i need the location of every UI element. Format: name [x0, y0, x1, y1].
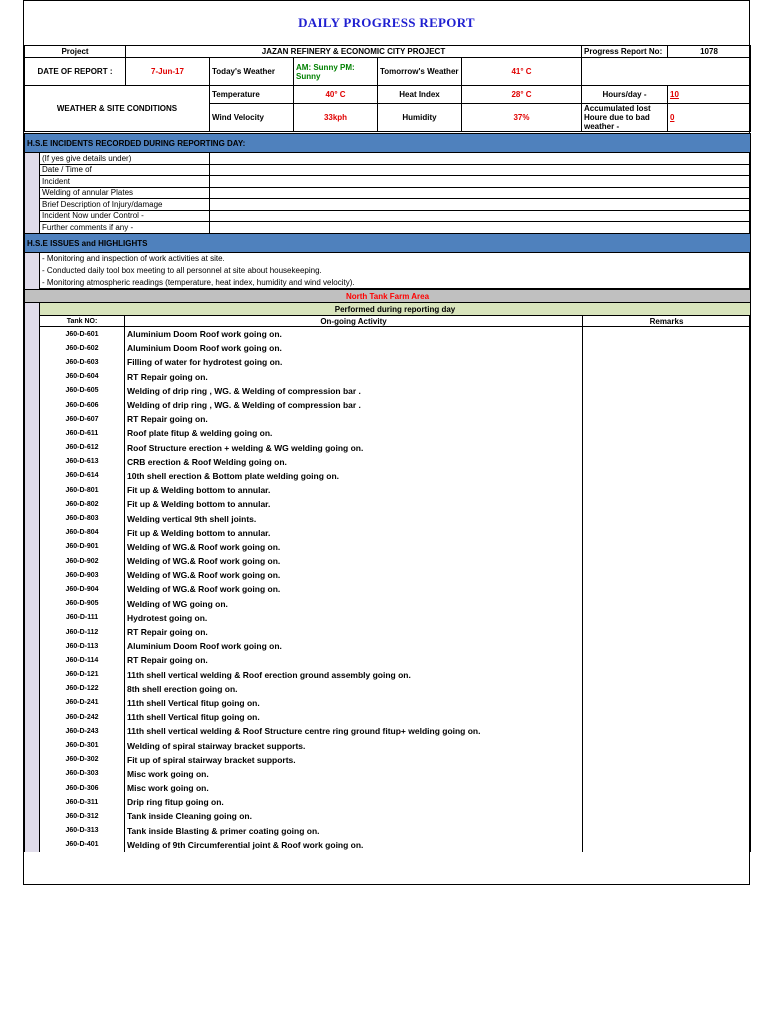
- tank-number: J60-D-607: [40, 412, 125, 426]
- activity-text: Fit up & Welding bottom to annular.: [125, 497, 583, 511]
- remarks-cell: [583, 710, 751, 724]
- activity-row: [25, 384, 751, 398]
- activity-row: [25, 526, 751, 540]
- humidity-label: Humidity: [378, 104, 462, 132]
- tank-number: J60-D-113: [40, 639, 125, 653]
- tank-number: J60-D-122: [40, 682, 125, 696]
- remarks-cell: [583, 469, 751, 483]
- todays-weather-label: Today's Weather: [210, 58, 294, 86]
- activity-row: [25, 625, 751, 639]
- remarks-cell: [583, 412, 751, 426]
- activity-row: [25, 497, 751, 511]
- activity-row: [25, 795, 751, 809]
- tank-number: J60-D-905: [40, 597, 125, 611]
- activity-row: [25, 341, 751, 355]
- project-label: Project: [25, 46, 126, 58]
- report-sheet: [23, 0, 750, 885]
- activity-text: Aluminium Doom Roof work going on.: [125, 341, 583, 355]
- remarks-cell: [583, 327, 751, 342]
- activity-text: Welding of drip ring , WG. & Welding of compression bar .: [125, 398, 583, 412]
- tank-number: J60-D-313: [40, 824, 125, 838]
- performed-label: Performed during reporting day: [40, 303, 751, 316]
- temperature: 40° C: [294, 86, 378, 104]
- left-gutter: [25, 384, 40, 398]
- left-gutter: [25, 753, 40, 767]
- hse-issue-line: - Monitoring atmospheric readings (temperature, heat index, humidity and wind velocity).: [40, 277, 751, 289]
- area-name: North Tank Farm Area: [25, 290, 751, 303]
- left-gutter: [25, 153, 40, 234]
- hse-issues-table: [24, 233, 751, 289]
- left-gutter: [25, 795, 40, 809]
- activity-text: Welding of WG.& Roof work going on.: [125, 568, 583, 582]
- left-gutter: [25, 469, 40, 483]
- left-gutter: [25, 341, 40, 355]
- activity-row: [25, 781, 751, 795]
- hse-incident-value: [210, 153, 751, 165]
- left-gutter: [25, 568, 40, 582]
- remarks-cell: [583, 511, 751, 525]
- remarks-cell: [583, 384, 751, 398]
- tank-number: J60-D-804: [40, 526, 125, 540]
- activity-row: [25, 455, 751, 469]
- hse-issue-line: - Conducted daily tool box meeting to all personnel at site about housekeeping.: [40, 265, 751, 277]
- activity-row: [25, 441, 751, 455]
- left-gutter: [25, 767, 40, 781]
- date-label: DATE OF REPORT :: [25, 58, 126, 86]
- activity-row: [25, 611, 751, 625]
- hse-incident-value: [210, 199, 751, 211]
- heat-index: 28° C: [462, 86, 582, 104]
- activity-row: [25, 653, 751, 667]
- tank-number: J60-D-301: [40, 738, 125, 752]
- remarks-cell: [583, 682, 751, 696]
- tank-number: J60-D-603: [40, 355, 125, 369]
- remarks-cell: [583, 426, 751, 440]
- activity-text: Welding of WG.& Roof work going on.: [125, 540, 583, 554]
- left-gutter: [25, 710, 40, 724]
- remarks-cell: [583, 398, 751, 412]
- left-gutter: [25, 398, 40, 412]
- remarks-cell: [583, 341, 751, 355]
- report-date: 7-Jun-17: [126, 58, 210, 86]
- remarks-cell: [583, 625, 751, 639]
- remarks-cell: [583, 441, 751, 455]
- left-gutter: [25, 611, 40, 625]
- activity-row: [25, 582, 751, 596]
- tomorrow-weather-label: Tomorrow's Weather: [378, 58, 462, 86]
- tank-number: J60-D-604: [40, 370, 125, 384]
- left-gutter: [25, 455, 40, 469]
- activity-row: [25, 398, 751, 412]
- tank-number: J60-D-243: [40, 724, 125, 738]
- hse-incident-row: Brief Description of Injury/damage: [40, 199, 210, 211]
- activity-row: [25, 809, 751, 823]
- activity-text: Tank inside Blasting & primer coating going on.: [125, 824, 583, 838]
- activity-row: [25, 568, 751, 582]
- activity-row: [25, 370, 751, 384]
- activity-text: Aluminium Doom Roof work going on.: [125, 639, 583, 653]
- left-gutter: [25, 653, 40, 667]
- activity-text: Welding of WG.& Roof work going on.: [125, 582, 583, 596]
- left-gutter: [25, 781, 40, 795]
- tank-number: J60-D-602: [40, 341, 125, 355]
- tank-number: J60-D-121: [40, 668, 125, 682]
- hours-label: Hours/day -: [582, 86, 668, 104]
- hse-incident-row: Further comments if any -: [40, 222, 210, 234]
- remarks-cell: [583, 455, 751, 469]
- activity-row: [25, 597, 751, 611]
- activity-text: Misc work going on.: [125, 767, 583, 781]
- left-gutter: [25, 625, 40, 639]
- left-gutter: [25, 253, 40, 289]
- activity-row: [25, 554, 751, 568]
- activity-text: RT Repair going on.: [125, 412, 583, 426]
- tank-number: J60-D-242: [40, 710, 125, 724]
- left-gutter: [25, 597, 40, 611]
- col-tank-header: Tank NO:: [40, 316, 125, 327]
- activity-text: Filling of water for hydrotest going on.: [125, 355, 583, 369]
- hse-incident-row: Date / Time of: [40, 164, 210, 176]
- activity-text: RT Repair going on.: [125, 653, 583, 667]
- activity-body: [25, 327, 751, 852]
- left-gutter: [25, 582, 40, 596]
- activity-row: [25, 412, 751, 426]
- activity-row: [25, 682, 751, 696]
- activity-text: 11th shell Vertical fitup going on.: [125, 710, 583, 724]
- left-gutter: [25, 738, 40, 752]
- tank-number: J60-D-611: [40, 426, 125, 440]
- activity-text: Fit up of spiral stairway bracket supports.: [125, 753, 583, 767]
- hse-incident-value: [210, 164, 751, 176]
- hse-incidents-header: H.S.E INCIDENTS RECORDED DURING REPORTING DAY:: [25, 134, 751, 153]
- remarks-cell: [583, 838, 751, 852]
- remarks-cell: [583, 597, 751, 611]
- activity-row: [25, 767, 751, 781]
- remarks-cell: [583, 724, 751, 738]
- tomorrow-weather: 41° C: [462, 58, 582, 86]
- report-no-label: Progress Report No:: [582, 46, 668, 58]
- left-gutter: [25, 355, 40, 369]
- tank-number: J60-D-605: [40, 384, 125, 398]
- left-gutter: [25, 554, 40, 568]
- hse-incident-row: Incident: [40, 176, 210, 188]
- remarks-cell: [583, 668, 751, 682]
- hse-issue-line: - Monitoring and inspection of work activities at site.: [40, 253, 751, 265]
- left-gutter: [25, 327, 40, 342]
- hse-incident-value: [210, 187, 751, 199]
- activity-row: [25, 724, 751, 738]
- left-gutter: [25, 639, 40, 653]
- tank-number: J60-D-606: [40, 398, 125, 412]
- remarks-cell: [583, 497, 751, 511]
- tank-number: J60-D-801: [40, 483, 125, 497]
- activity-text: Misc work going on.: [125, 781, 583, 795]
- activity-row: [25, 824, 751, 838]
- activity-row: [25, 327, 751, 342]
- activity-text: Welding of 9th Circumferential joint & Roof work going on.: [125, 838, 583, 852]
- tank-number: J60-D-614: [40, 469, 125, 483]
- report-title: DAILY PROGRESS REPORT: [24, 0, 749, 45]
- hse-issues-header: H.S.E ISSUES and HIGHLIGHTS: [25, 234, 751, 253]
- tank-number: J60-D-401: [40, 838, 125, 852]
- activity-row: [25, 469, 751, 483]
- activity-text: Aluminium Doom Roof work going on.: [125, 327, 583, 342]
- activity-row: [25, 483, 751, 497]
- tank-number: J60-D-612: [40, 441, 125, 455]
- project-name: JAZAN REFINERY & ECONOMIC CITY PROJECT: [126, 46, 582, 58]
- tank-number: J60-D-601: [40, 327, 125, 342]
- activity-text: Welding of WG going on.: [125, 597, 583, 611]
- tank-number: J60-D-613: [40, 455, 125, 469]
- tank-number: J60-D-114: [40, 653, 125, 667]
- tank-number: J60-D-903: [40, 568, 125, 582]
- left-gutter: [25, 412, 40, 426]
- wind-value: 33kph: [294, 104, 378, 132]
- hse-incident-value: [210, 210, 751, 222]
- left-gutter: [25, 441, 40, 455]
- left-gutter: [25, 696, 40, 710]
- activity-row: [25, 426, 751, 440]
- activity-text: Roof plate fitup & welding going on.: [125, 426, 583, 440]
- left-gutter: [25, 824, 40, 838]
- tank-number: J60-D-803: [40, 511, 125, 525]
- activity-row: [25, 696, 751, 710]
- blank-cell: [582, 58, 751, 86]
- activity-row: [25, 540, 751, 554]
- left-gutter: [25, 526, 40, 540]
- tank-number: J60-D-901: [40, 540, 125, 554]
- activity-text: 10th shell erection & Bottom plate welding going on.: [125, 469, 583, 483]
- remarks-cell: [583, 653, 751, 667]
- activity-text: Fit up & Welding bottom to annular.: [125, 483, 583, 497]
- remarks-cell: [583, 639, 751, 653]
- activity-table: [24, 289, 751, 852]
- remarks-cell: [583, 753, 751, 767]
- activity-text: Roof Structure erection + welding & WG welding going on.: [125, 441, 583, 455]
- remarks-cell: [583, 795, 751, 809]
- tank-number: J60-D-902: [40, 554, 125, 568]
- tank-number: J60-D-312: [40, 809, 125, 823]
- tank-number: J60-D-302: [40, 753, 125, 767]
- tank-number: J60-D-306: [40, 781, 125, 795]
- remarks-cell: [583, 767, 751, 781]
- activity-text: Fit up & Welding bottom to annular.: [125, 526, 583, 540]
- hse-incident-row: Welding of annular Plates: [40, 187, 210, 199]
- activity-row: [25, 710, 751, 724]
- activity-row: [25, 738, 751, 752]
- hse-incident-value: [210, 176, 751, 188]
- left-gutter: [25, 668, 40, 682]
- left-gutter: [25, 540, 40, 554]
- activity-row: [25, 668, 751, 682]
- remarks-cell: [583, 540, 751, 554]
- activity-row: [25, 639, 751, 653]
- tank-number: J60-D-802: [40, 497, 125, 511]
- report-no: 1078: [668, 46, 751, 58]
- remarks-cell: [583, 738, 751, 752]
- activity-text: Drip ring fitup going on.: [125, 795, 583, 809]
- activity-text: Welding vertical 9th shell joints.: [125, 511, 583, 525]
- temperature-label: Temperature: [210, 86, 294, 104]
- left-gutter: [25, 809, 40, 823]
- tank-number: J60-D-111: [40, 611, 125, 625]
- activity-text: Welding of drip ring , WG. & Welding of compression bar .: [125, 384, 583, 398]
- activity-row: [25, 355, 751, 369]
- col-activity-header: On-going Activity: [125, 316, 583, 327]
- activity-text: 11th shell Vertical fitup going on.: [125, 696, 583, 710]
- left-gutter: [25, 483, 40, 497]
- remarks-cell: [583, 696, 751, 710]
- activity-text: RT Repair going on.: [125, 625, 583, 639]
- left-gutter: [25, 724, 40, 738]
- heat-index-label: Heat Index: [378, 86, 462, 104]
- activity-text: RT Repair going on.: [125, 370, 583, 384]
- remarks-cell: [583, 483, 751, 497]
- left-gutter: [25, 838, 40, 852]
- remarks-cell: [583, 355, 751, 369]
- tank-number: J60-D-303: [40, 767, 125, 781]
- hours-value: 10: [668, 86, 751, 104]
- activity-row: [25, 511, 751, 525]
- remarks-cell: [583, 370, 751, 384]
- humidity-value: 37%: [462, 104, 582, 132]
- left-gutter: [25, 303, 40, 316]
- activity-text: CRB erection & Roof Welding going on.: [125, 455, 583, 469]
- left-gutter: [25, 511, 40, 525]
- left-gutter: [25, 426, 40, 440]
- header-table: [24, 45, 751, 132]
- tank-number: J60-D-904: [40, 582, 125, 596]
- activity-text: Welding of spiral stairway bracket supports.: [125, 738, 583, 752]
- hse-incident-value: [210, 222, 751, 234]
- todays-weather: AM: Sunny PM: Sunny: [294, 58, 378, 86]
- remarks-cell: [583, 526, 751, 540]
- remarks-cell: [583, 824, 751, 838]
- activity-text: 11th shell vertical welding & Roof Structure centre ring ground fitup+ welding going on.: [125, 724, 583, 738]
- wind-label: Wind Velocity: [210, 104, 294, 132]
- hse-incident-row: (If yes give details under): [40, 153, 210, 165]
- col-remarks-header: Remarks: [583, 316, 751, 327]
- activity-row: [25, 838, 751, 852]
- left-gutter: [25, 370, 40, 384]
- hse-incident-row: Incident Now under Control -: [40, 210, 210, 222]
- left-gutter: [25, 316, 40, 327]
- activity-text: Hydrotest going on.: [125, 611, 583, 625]
- tank-number: J60-D-241: [40, 696, 125, 710]
- conditions-label: WEATHER & SITE CONDITIONS: [25, 86, 210, 132]
- activity-text: 8th shell erection going on.: [125, 682, 583, 696]
- left-gutter: [25, 682, 40, 696]
- left-gutter: [25, 497, 40, 511]
- remarks-cell: [583, 611, 751, 625]
- hse-incidents-table: [24, 133, 751, 234]
- remarks-cell: [583, 809, 751, 823]
- activity-text: Tank inside Cleaning going on.: [125, 809, 583, 823]
- remarks-cell: [583, 781, 751, 795]
- tank-number: J60-D-311: [40, 795, 125, 809]
- tank-number: J60-D-112: [40, 625, 125, 639]
- remarks-cell: [583, 568, 751, 582]
- activity-text: 11th shell vertical welding & Roof erection ground assembly going on.: [125, 668, 583, 682]
- activity-text: Welding of WG.& Roof work going on.: [125, 554, 583, 568]
- lost-hours-value: 0: [668, 104, 751, 132]
- remarks-cell: [583, 582, 751, 596]
- lost-hours-label: Accumulated lost Houre due to bad weather -: [582, 104, 668, 132]
- activity-row: [25, 753, 751, 767]
- remarks-cell: [583, 554, 751, 568]
